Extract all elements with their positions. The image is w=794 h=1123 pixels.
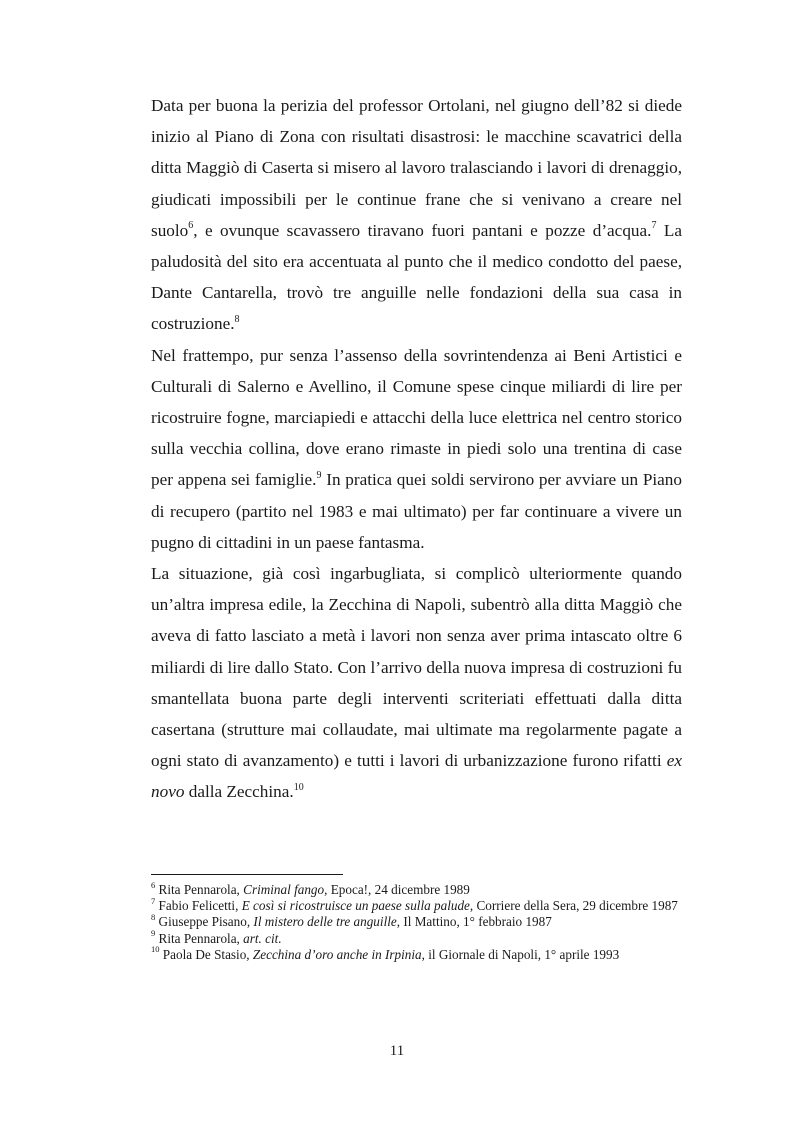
footnote-author: Giuseppe Pisano, [155,914,254,930]
paragraph-text: dalla Zecchina. [184,782,294,802]
footnote-ref: 7 [651,220,657,232]
paragraph-text: Nel frattempo, pur senza l’assenso della sovrintendenza ai Beni Artistici e Culturali di Salerno e Avellino, il Comune spese cinque miliardi di lire per ricostruire fogne, marciapiedi e attacchi della luce elettrica nel centro storico sulla vecchia collina, dove erano rimaste in piedi solo una trentina di case per appena sei famiglie. [151,345,682,490]
footnote-number: 10 [151,944,160,955]
paragraph-text: In pratica quei soldi servirono per avviare un Piano di recupero (partito nel 1983 e mai ultimato) per far continuare a vivere un pugno di cittadini in un paese fantasma. [151,470,682,552]
footnote [151,879,682,898]
footnote-title: E così si ricostruisce un paese sulla palude [241,898,470,914]
footnote-number: 9 [151,928,156,939]
footnote-title: Il mistero delle tre anguille [253,914,397,930]
footnote [151,944,682,963]
footnote-number: 7 [151,895,156,906]
footnote-title: art. cit. [243,930,282,946]
paragraph-text: La situazione, già così ingarbugliata, si complicò ulteriormente quando un’altra impresa edile, la Zecchina di Napoli, subentrò alla ditta Maggiò che aveva di fatto lasciato a metà i lavori non senza aver prima intascato oltre 6 miliardi di lire dallo Stato. Con l’arrivo della nuova impresa di costruzioni fu smantellata buona parte degli interventi scriteriati effettuati dalla ditta casertana (strutture mai collaudate, mai ultimate ma regolarmente pagate a ogni stato di avanzamento) e tutti i lavori di urbanizzazione furono rifatti [151,564,682,771]
footnote-ref: 9 [316,469,322,481]
footnote-number: 8 [151,912,156,923]
footnotes [151,879,682,963]
paragraph-3 [151,558,682,808]
footnote-source: , Epoca!, 24 dicembre 1989 [324,882,470,897]
footnote-author: Rita Pennarola, [155,882,244,897]
footnote-title: Zecchina d’oro anche in Irpinia [252,946,422,962]
paragraph-text: La paludosità del sito era accentuata al punto che il medico condotto del paese, Dante Cantarella, trovò tre anguille nelle fondazioni della sua casa in costruzione. [151,220,682,334]
footnote [151,928,682,947]
paragraph-emphasis: ex novo [151,751,682,802]
footnote-source: , Il Mattino, 1° febbraio 1987 [396,914,552,930]
footnote-number: 6 [151,879,156,890]
page-number: 11 [389,1043,405,1059]
paragraph-text: , e ovunque scavassero tiravano fuori pantani e pozze d’acqua. [193,220,652,240]
footnote [151,914,682,930]
paragraph-1 [151,90,682,340]
footnote-title: Criminal fango [243,882,325,897]
paragraph-2 [151,340,682,558]
footnote-source: , il Giornale di Napoli, 1° aprile 1993 [421,946,620,962]
footnote-ref: 10 [293,781,304,793]
body-text [151,90,682,808]
footnote-source: , Corriere della Sera, 29 dicembre 1987 [469,898,678,914]
footnote-author: Rita Pennarola, [155,930,244,946]
footnote [151,895,682,914]
paragraph-text: Data per buona la perizia del professor Ortolani, nel giugno dell’82 si diede inizio al Piano di Zona con risultati disastrosi: le macchine scavatrici della ditta Maggiò di Caserta si misero al lavoro tralasciando i lavori di drenaggio, giudicati impossibili per le continue frane che si venivano a creare nel suolo [151,96,682,240]
footnote-author: Fabio Felicetti, [155,898,242,914]
footnote-ref: 6 [188,220,194,232]
footnote-author: Paola De Stasio, [159,946,253,962]
footnote-separator [151,874,343,875]
footnote-ref: 8 [234,313,240,325]
